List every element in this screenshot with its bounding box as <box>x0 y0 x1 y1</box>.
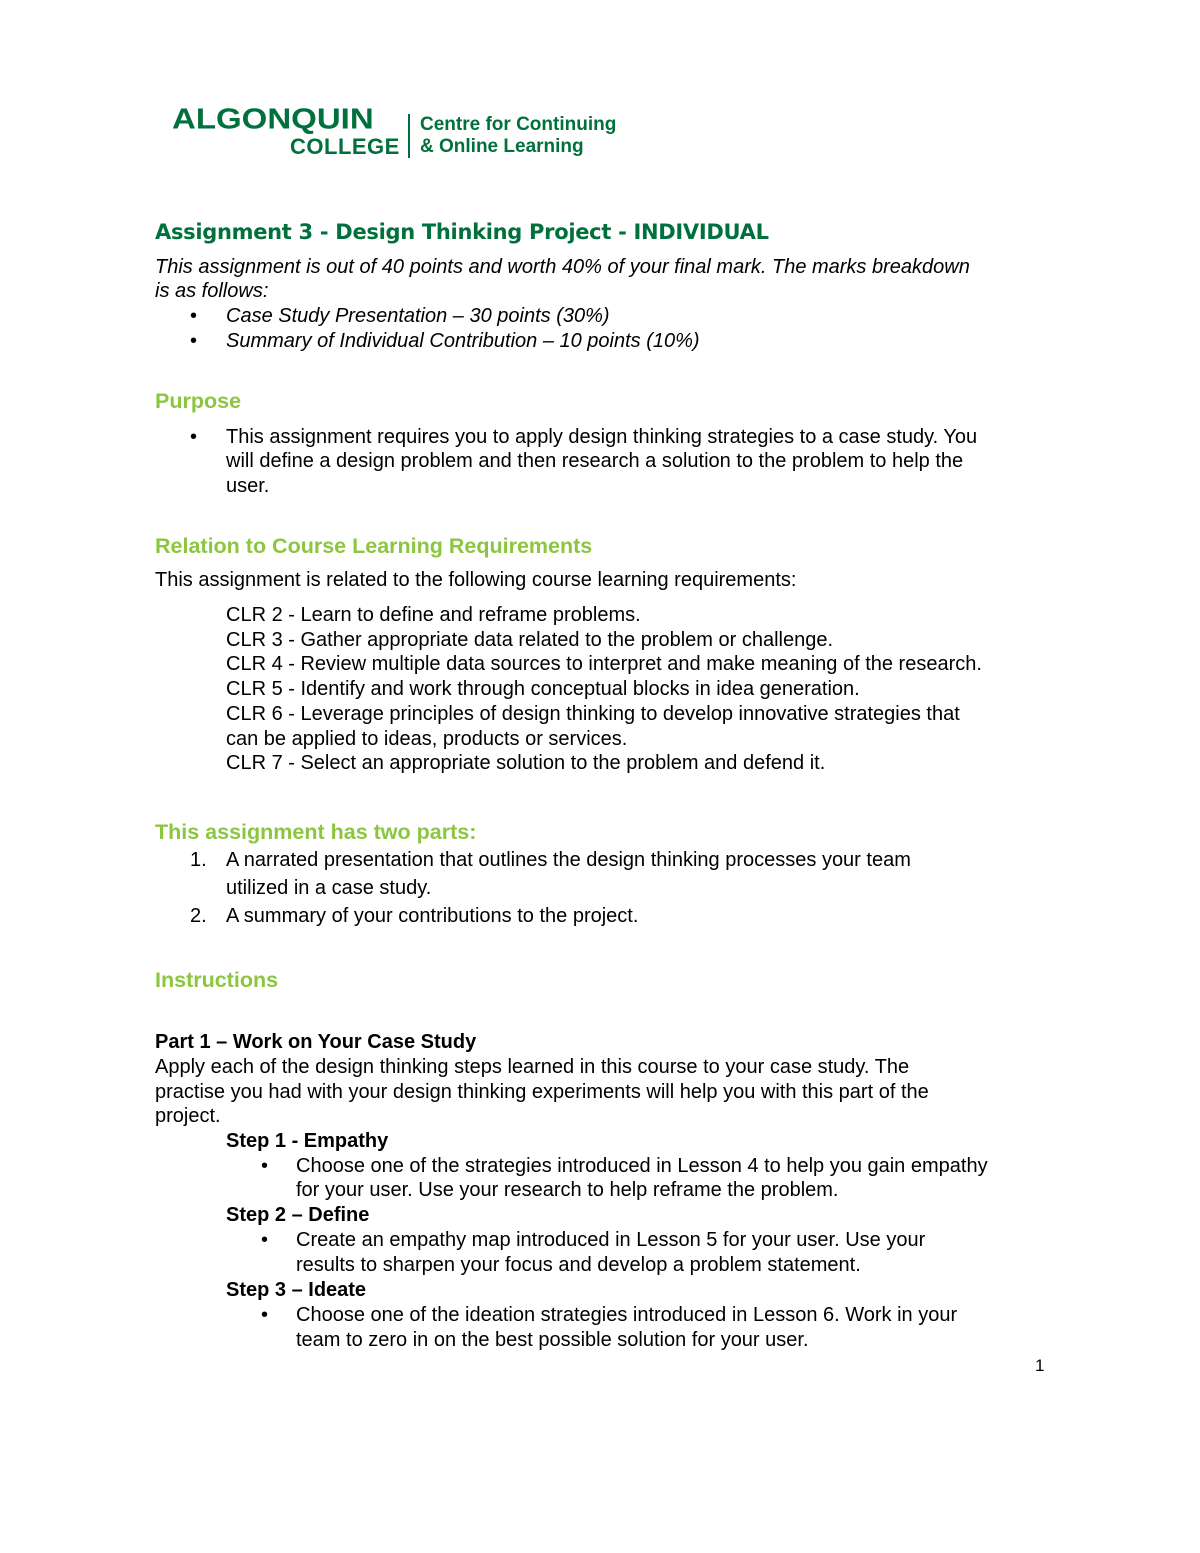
step-3-title: Step 3 – Ideate <box>226 1279 367 1301</box>
bullet-icon: • <box>190 330 198 352</box>
relation-intro: This assignment is related to the following course learning requirements: <box>155 569 797 591</box>
bullet-icon: • <box>261 1304 269 1326</box>
logo-centre-text <box>420 114 616 158</box>
purpose-line-3: user. <box>226 475 270 497</box>
logo-divider <box>408 114 410 158</box>
page-title: Assignment 3 - Design Thinking Project - INDIVIDUAL <box>155 220 769 244</box>
clr-line: can be applied to ideas, products or services. <box>226 727 628 750</box>
purpose-line-2: will define a design problem and then research a solution to the problem to help the <box>226 450 964 472</box>
clr-list <box>226 603 982 776</box>
step-1-title: Step 1 - Empathy <box>226 1130 389 1152</box>
clr-line: CLR 2 - Learn to define and reframe problems. <box>226 604 641 626</box>
logo-centre-line2: & Online Learning <box>420 136 584 157</box>
step-1-line-2: for your user. Use your research to help reframe the problem. <box>296 1179 839 1201</box>
clr-line: CLR 6 - Leverage principles of design thinking to develop innovative strategies that <box>226 702 960 725</box>
intro-line-1: This assignment is out of 40 points and worth 40% of your final mark. The marks breakdown <box>155 256 970 278</box>
purpose-line-1: This assignment requires you to apply design thinking strategies to a case study. You <box>226 426 978 448</box>
relation-heading: Relation to Course Learning Requirements <box>155 534 593 558</box>
list-number: 1. <box>190 849 207 871</box>
logo-name-line1: ALGONQUIN <box>172 102 374 135</box>
list-number: 2. <box>190 905 207 927</box>
parts-item-1-line-2: utilized in a case study. <box>226 877 432 899</box>
instructions-heading: Instructions <box>155 968 279 992</box>
intro-line-2: is as follows: <box>155 280 269 302</box>
step-3-line-1: Choose one of the ideation strategies introduced in Lesson 6. Work in your <box>296 1304 958 1326</box>
step-2-line-1: Create an empathy map introduced in Lesson 5 for your user. Use your <box>296 1229 926 1251</box>
parts-item-1-line-1: A narrated presentation that outlines the design thinking processes your team <box>226 849 911 871</box>
clr-line: CLR 4 - Review multiple data sources to interpret and make meaning of the research. <box>226 653 982 676</box>
clr-line: CLR 5 - Identify and work through conceptual blocks in idea generation. <box>226 678 860 701</box>
logo-centre-line1: Centre for Continuing <box>420 114 617 135</box>
logo-name-line2: COLLEGE <box>290 134 400 159</box>
step-1-line-1: Choose one of the strategies introduced in Lesson 4 to help you gain empathy <box>296 1155 988 1177</box>
part1-line-1: Apply each of the design thinking steps learned in this course to your case study. The <box>155 1056 910 1078</box>
intro-item-1: Case Study Presentation – 30 points (30%) <box>226 305 610 327</box>
intro-item-2: Summary of Individual Contribution – 10 points (10%) <box>226 330 700 352</box>
parts-item-2-line-1: A summary of your contributions to the project. <box>226 905 639 927</box>
step-2-title: Step 2 – Define <box>226 1204 370 1226</box>
bullet-icon: • <box>190 426 198 448</box>
part1-title: Part 1 – Work on Your Case Study <box>155 1031 477 1053</box>
bullet-icon: • <box>261 1229 269 1251</box>
part1-line-3: project. <box>155 1105 221 1127</box>
part1-line-2: practise you had with your design thinking experiments will help you with this part of the <box>155 1081 929 1103</box>
clr-line: CLR 3 - Gather appropriate data related to the problem or challenge. <box>226 628 834 651</box>
bullet-icon: • <box>190 305 198 327</box>
step-3-line-2: team to zero in on the best possible solution for your user. <box>296 1329 809 1351</box>
parts-heading: This assignment has two parts: <box>155 820 477 844</box>
bullet-icon: • <box>261 1155 269 1177</box>
clr-line: CLR 7 - Select an appropriate solution to the problem and defend it. <box>226 752 826 775</box>
step-2-line-2: results to sharpen your focus and develop a problem statement. <box>296 1254 861 1276</box>
purpose-heading: Purpose <box>155 389 242 413</box>
page-number: 1 <box>1035 1356 1045 1375</box>
